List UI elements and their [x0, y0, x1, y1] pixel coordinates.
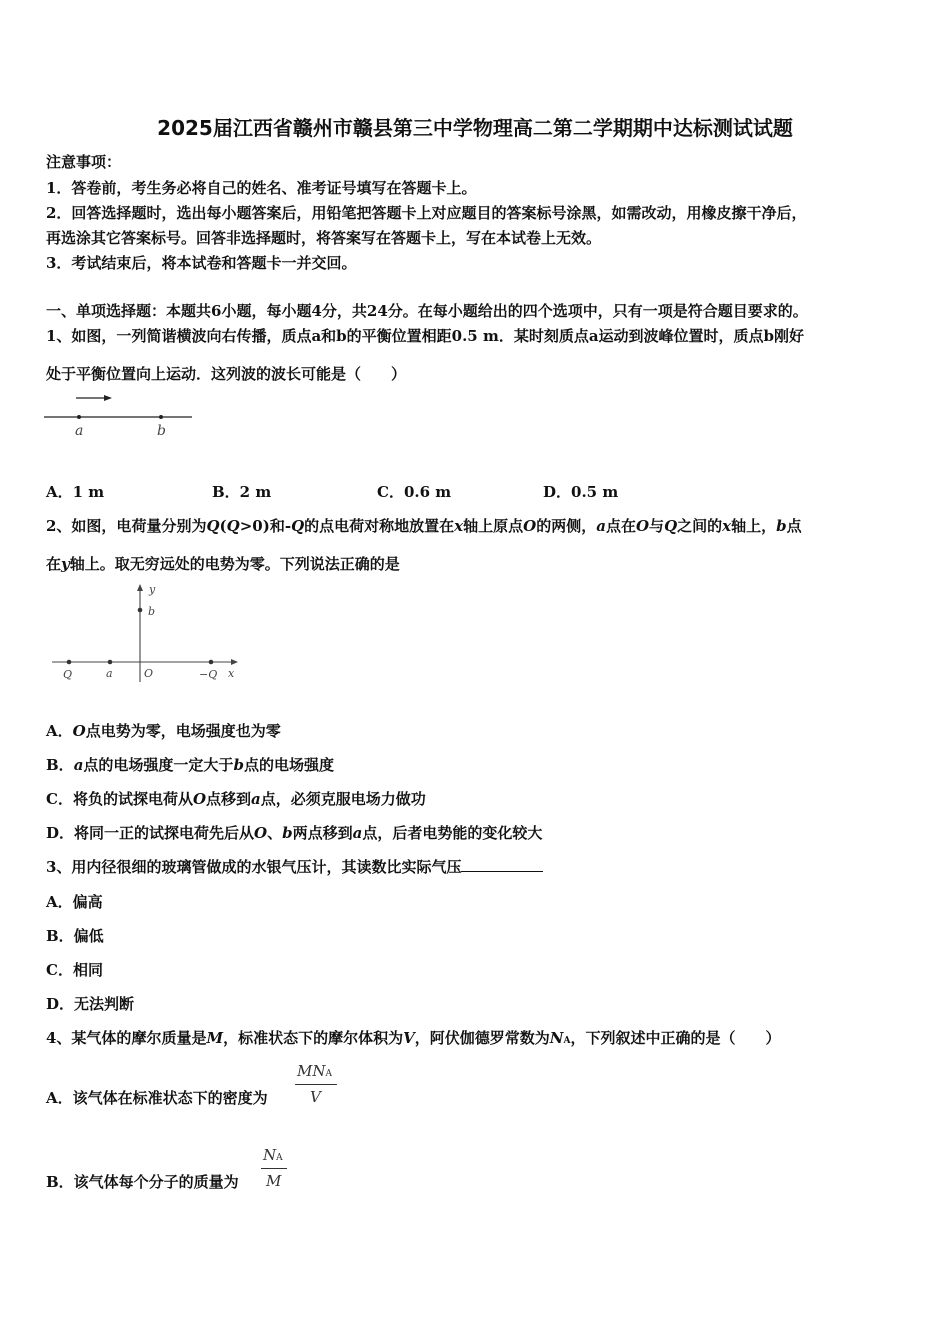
q3-option-c: C．相同: [46, 961, 103, 979]
point-b: [138, 608, 143, 613]
fraction-a-bar: [295, 1084, 337, 1085]
point-a: [108, 660, 113, 665]
q4-option-b: B．该气体每个分子的质量为: [46, 1173, 239, 1191]
q2-option-b: B．a点的电场强度一定大于b点的电场强度: [46, 756, 334, 774]
q1-option-d: D．0.5 m: [543, 483, 619, 501]
q2-option-d: D．将同一正的试探电荷先后从O、b两点移到a点，后者电势能的变化较大: [46, 824, 543, 842]
fraction-a-denominator: V: [310, 1088, 321, 1106]
label-b: b: [148, 605, 156, 618]
note-3: 3．考试结束后，将本试卷和答题卡一并交回。: [46, 254, 357, 272]
label-y: y: [149, 583, 156, 596]
q3-option-b: B．偏低: [46, 927, 104, 945]
q3-stem: 3、用内径很细的玻璃管做成的水银气压计，其读数比实际气压: [46, 857, 543, 877]
fraction-b-numerator: NA: [263, 1146, 283, 1164]
fraction-b-bar: [261, 1168, 287, 1169]
q1-wave-figure: [40, 388, 200, 440]
y-axis-arrow: [137, 584, 143, 591]
charge-neg-q: [209, 660, 214, 665]
label-neg-q: −Q: [199, 668, 218, 681]
note-2b: 再选涂其它答案标号。回答非选择题时，将答案写在答题卡上，写在本试卷上无效。: [46, 229, 602, 247]
q3-option-a: A．偏高: [46, 893, 103, 911]
notes-heading: 注意事项：: [46, 153, 122, 171]
q2-charge-figure: [48, 580, 248, 688]
q1-option-b: B．2 m: [212, 483, 272, 501]
q2-option-c: C．将负的试探电荷从O点移到a点，必须克服电场力做功: [46, 790, 426, 808]
q4-stem: 4、某气体的摩尔质量是M，标准状态下的摩尔体积为V，阿伏伽德罗常数为NA，下列叙述中正确的是（ ）: [46, 1029, 781, 1047]
label-a: a: [106, 667, 113, 680]
section-heading: 一、单项选择题：本题共6小题，每小题4分，共24分。在每小题给出的四个选项中，只有一项是符合题目要求的。: [46, 302, 808, 320]
q3-option-d: D．无法判断: [46, 995, 135, 1013]
q1-stem-line1: 1、如图，一列简谐横波向右传播，质点a和b的平衡位置相距0.5 m．某时刻质点a运动到波峰位置时，质点b刚好: [46, 327, 805, 345]
point-b: [159, 415, 163, 419]
fraction-b-denominator: M: [266, 1172, 282, 1190]
label-a: a: [75, 423, 84, 439]
label-x: x: [228, 667, 235, 680]
label-q: Q: [63, 668, 73, 681]
q2-stem-line1: 2、如图，电荷量分别为Q(Q>0)和-Q的点电荷对称地放置在x轴上原点O的两侧，a点在O与Q之间的x轴上，b点: [46, 517, 802, 535]
label-o: O: [144, 667, 154, 680]
arrow-head: [104, 395, 112, 401]
x-axis-arrow: [231, 659, 238, 665]
q2-stem-line2: 在y轴上。取无穷远处的电势为零。下列说法正确的是: [46, 555, 400, 573]
point-a: [77, 415, 81, 419]
note-1: 1．答卷前，考生务必将自己的姓名、准考证号填写在答题卡上。: [46, 179, 477, 197]
page-title: 2025届江西省赣州市赣县第三中学物理高二第二学期期中达标测试试题: [157, 116, 793, 140]
fraction-a-numerator: MNA: [297, 1062, 332, 1080]
label-b: b: [157, 423, 166, 439]
q1-option-c: C．0.6 m: [377, 483, 452, 501]
charge-q: [67, 660, 72, 665]
answer-blank: [461, 857, 543, 872]
q2-option-a: A．O点电势为零，电场强度也为零: [46, 722, 281, 740]
q1-option-a: A．1 m: [46, 483, 105, 501]
note-2a: 2．回答选择题时，选出每小题答案后，用铅笔把答题卡上对应题目的答案标号涂黑，如需改动，用橡皮擦干净后，: [46, 204, 807, 222]
q4-option-a: A．该气体在标准状态下的密度为: [46, 1089, 268, 1107]
q1-stem-line2: 处于平衡位置向上运动．这列波的波长可能是（ ）: [46, 365, 407, 383]
